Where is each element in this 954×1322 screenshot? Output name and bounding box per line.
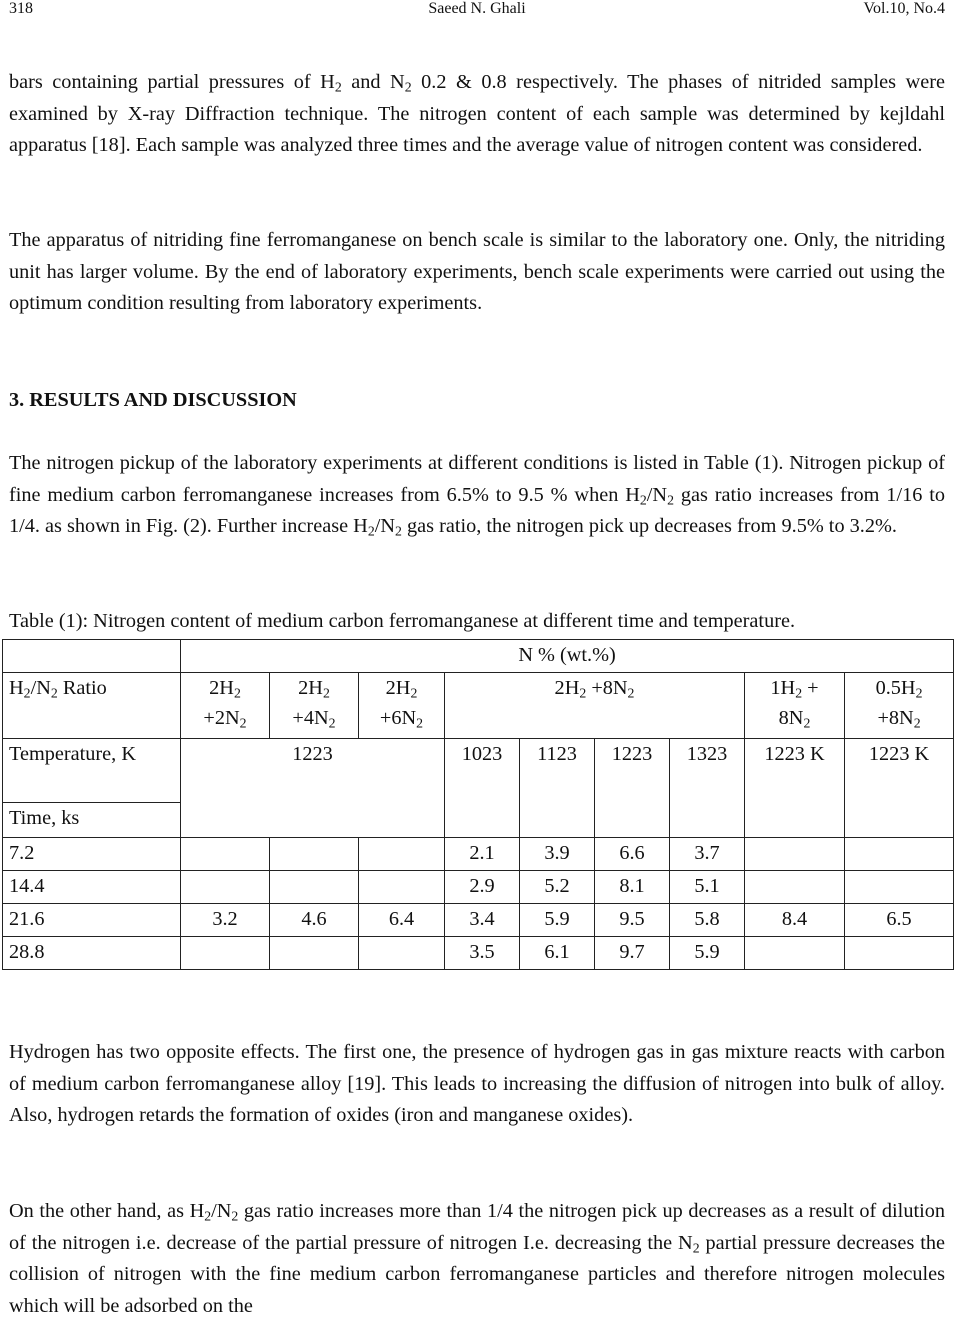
value-cell: 8.4 — [745, 904, 845, 937]
time-cell: 21.6 — [3, 904, 181, 937]
value-cell: 3.9 — [520, 838, 595, 871]
paragraph-results-3: On the other hand, as $H_2/N_2$ gas ratio increases more than 1/4 the nitrogen pick up decreases as a result of dilution of the nitrogen i.e. decrease of the partial pressure of nitrogen I.e. decreasing the $N_2$ partial pressure decreases the collision of nitrogen with the fine medium carbon ferromanganese particles and therefore nitrogen molecules which will be adsorbed on the — [9, 1200, 946, 1317]
value-cell — [845, 937, 954, 970]
table-row — [3, 838, 954, 871]
time-label: Time, ks — [3, 803, 181, 838]
temperature-label: Temperature, K — [3, 739, 181, 803]
value-cell — [845, 838, 954, 871]
value-cell: 9.5 — [595, 904, 670, 937]
nitrogen-percent-header: N % (wt.%) — [181, 640, 954, 673]
value-cell: 6.4 — [359, 904, 445, 937]
temperature-cell: 1023 — [445, 739, 520, 838]
ratio-cell: $2H_2$ $+2N_2$ — [181, 673, 270, 739]
table-header-row — [3, 640, 954, 673]
ratio-cell: $1H_2$ + $8N_2$ — [745, 673, 845, 739]
value-cell: 8.1 — [595, 871, 670, 904]
paragraph-results-1: The nitrogen pickup of the laboratory experiments at different conditions is listed in Table (1). Nitrogen pickup of fine medium carbon ferromanganese increases from 6.5% to 9.5 % when $H_2/N_2$ gas ratio increases from 1/16 to 1/4. as shown in Fig. (2). Further increase $H_2/N_2$ gas ratio, the nitrogen pick up decreases from 9.5% to 3.2%. — [9, 452, 946, 539]
time-cell: 28.8 — [3, 937, 181, 970]
value-cell — [745, 871, 845, 904]
temperature-cell: 1223 K — [845, 739, 954, 838]
page-header — [9, 0, 945, 26]
value-cell — [270, 937, 359, 970]
value-cell: 2.9 — [445, 871, 520, 904]
nitrogen-content-table — [2, 639, 954, 970]
ratio-cell: $0.5H_2$ $+8N_2$ — [845, 673, 954, 739]
value-cell: 2.1 — [445, 838, 520, 871]
value-cell — [845, 871, 954, 904]
ratio-cell: $2H_2$ $+6N_2$ — [359, 673, 445, 739]
table-row — [3, 904, 954, 937]
table-row — [3, 871, 954, 904]
value-cell: 9.7 — [595, 937, 670, 970]
temperature-cell: 1123 — [520, 739, 595, 838]
page-number: 318 — [9, 0, 33, 17]
temperature-row — [3, 739, 954, 803]
value-cell — [359, 838, 445, 871]
value-cell — [270, 838, 359, 871]
value-cell: 5.1 — [670, 871, 745, 904]
temperature-cell: 1223 K — [745, 739, 845, 838]
paragraph-methods-2: The apparatus of nitriding fine ferromanganese on bench scale is similar to the laboratory one. Only, the nitriding unit has larger volume. By the end of laboratory experiments, bench scale experiments were carried out using the optimum condition resulting from laboratory experiments. — [9, 229, 945, 315]
ratio-cell: $2H_2 +8N_2$ — [445, 673, 745, 739]
value-cell: 6.1 — [520, 937, 595, 970]
section-heading: 3. RESULTS AND DISCUSSION — [9, 389, 297, 411]
paragraph-methods-1: bars containing partial pressures of $H_2$ and $N_2$ 0.2 & 0.8 respectively. The phases of nitrided samples were examined by X-ray Diffraction technique. The nitrogen content of each sample was determined by kejldahl apparatus [18]. Each sample was analyzed three times and the average value of nitrogen content was considered. — [9, 71, 945, 157]
value-cell — [359, 937, 445, 970]
ratio-label: $H_2/N_2$ Ratio — [3, 673, 181, 739]
value-cell — [745, 838, 845, 871]
value-cell: 5.8 — [670, 904, 745, 937]
temperature-cell: 1323 — [670, 739, 745, 838]
journal-volume: Vol.10, No.4 — [863, 0, 945, 17]
value-cell — [270, 871, 359, 904]
paragraph-results-2: Hydrogen has two opposite effects. The first one, the presence of hydrogen gas in gas mixture reacts with carbon of medium carbon ferromanganese alloy [19]. This leads to increasing the diffusion of nitrogen into bulk of alloy. Also, hydrogen retards the formation of oxides (iron and manganese oxides). — [9, 1041, 945, 1127]
value-cell: 3.4 — [445, 904, 520, 937]
value-cell: 4.6 — [270, 904, 359, 937]
ratio-cell: $2H_2$ $+4N_2$ — [270, 673, 359, 739]
value-cell — [359, 871, 445, 904]
value-cell — [745, 937, 845, 970]
table-row — [3, 937, 954, 970]
empty-corner-cell — [3, 640, 181, 673]
ratio-row — [3, 673, 954, 739]
time-cell: 7.2 — [3, 838, 181, 871]
value-cell: 5.9 — [670, 937, 745, 970]
running-author: Saeed N. Ghali — [428, 0, 526, 17]
table-caption: Table (1): Nitrogen content of medium carbon ferromanganese at different time and temperature. — [9, 610, 796, 632]
time-cell: 14.4 — [3, 871, 181, 904]
value-cell: 6.5 — [845, 904, 954, 937]
value-cell — [181, 838, 270, 871]
value-cell: 5.9 — [520, 904, 595, 937]
value-cell: 6.6 — [595, 838, 670, 871]
temperature-cell: 1223 — [595, 739, 670, 838]
value-cell: 3.5 — [445, 937, 520, 970]
temperature-cell: 1223 — [181, 739, 445, 838]
value-cell: 5.2 — [520, 871, 595, 904]
value-cell: 3.2 — [181, 904, 270, 937]
value-cell: 3.7 — [670, 838, 745, 871]
value-cell — [181, 937, 270, 970]
value-cell — [181, 871, 270, 904]
